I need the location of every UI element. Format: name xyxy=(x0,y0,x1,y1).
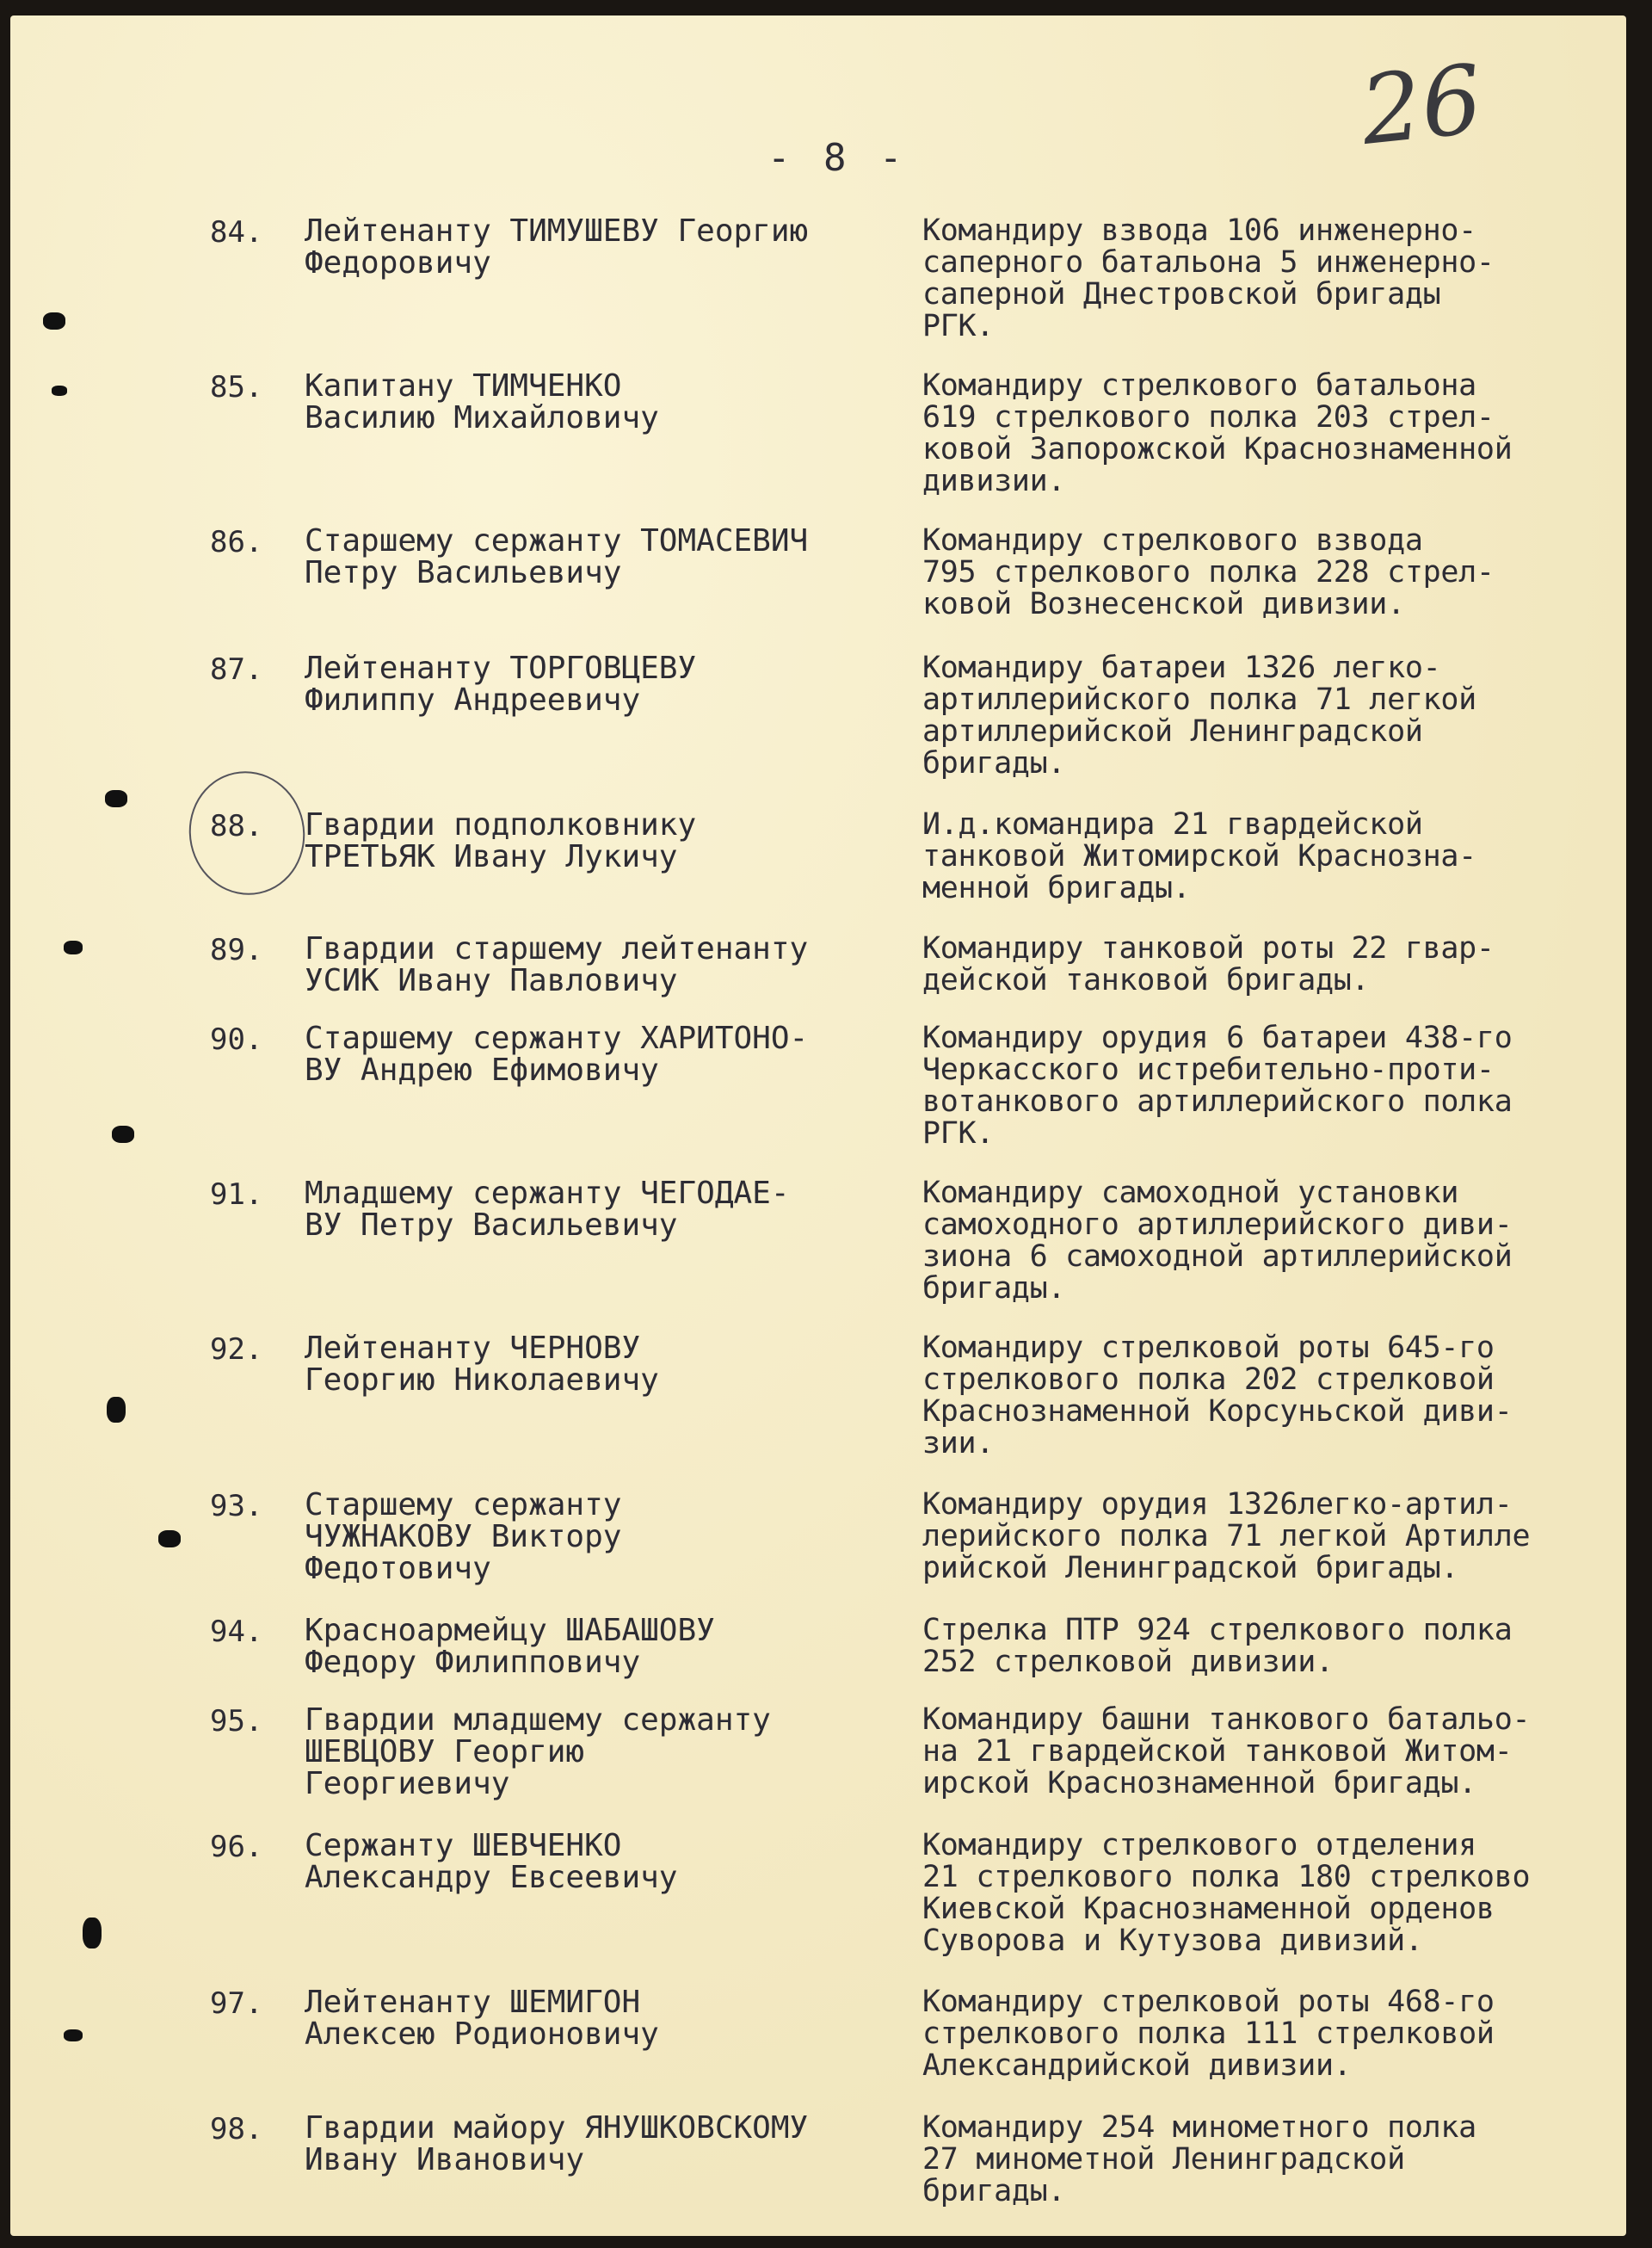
entry-recipient: Старшему сержанту ТОМАСЕВИЧ Петру Васильевичу xyxy=(305,523,809,590)
entry-position: И.д.командира 21 гвардейской танковой Житомирской Краснозна- менной бригады. xyxy=(922,807,1476,905)
entry-position: Командиру стрелкового взвода 795 стрелкового полка 228 стрел- ковой Вознесенской дивизии. xyxy=(922,523,1495,621)
entry-position: Командиру 254 минометного полка 27 минометной Ленинградской бригады. xyxy=(922,2110,1476,2208)
entry-position: Командиру стрелкового отделения 21 стрелкового полка 180 стрелково Киевской Краснознаменной орденов Суворова и Кутузова дивизий. xyxy=(922,1828,1531,1958)
binding-hole-icon xyxy=(64,2029,83,2041)
document-page xyxy=(10,15,1626,2236)
entry-recipient: Лейтенанту ШЕМИГОН Алексею Родионовичу xyxy=(305,1985,659,2052)
entry-number: 87. xyxy=(210,652,263,687)
binding-hole-icon xyxy=(112,1126,134,1143)
entry-position: Командиру батареи 1326 легко- артиллерийского полка 71 легкой артиллерийской Ленинградской бригады. xyxy=(922,651,1476,781)
entry-number: 85. xyxy=(210,370,263,405)
entry-recipient: Младшему сержанту ЧЕГОДАЕ- ВУ Петру Васильевичу xyxy=(305,1176,790,1243)
binding-hole-icon xyxy=(105,790,127,807)
entry-recipient: Гвардии подполковнику ТРЕТЬЯК Ивану Лукичу xyxy=(305,807,697,874)
entry-recipient: Лейтенанту ТИМУШЕВУ Георгию Федоровичу xyxy=(305,213,809,281)
entry-recipient: Гвардии майору ЯНУШКОВСКОМУ Ивану Ивановичу xyxy=(305,2110,809,2177)
entry-recipient: Лейтенанту ТОРГОВЦЕВУ Филиппу Андреевичу xyxy=(305,651,697,718)
entry-recipient: Лейтенанту ЧЕРНОВУ Георгию Николаевичу xyxy=(305,1331,659,1398)
entry-recipient: Старшему сержанту ЧУЖНАКОВУ Виктору Федотовичу xyxy=(305,1487,622,1586)
entry-position: Командиру башни танкового батальо- на 21 гвардейской танковой Житом- ирской Краснознаменной бригады. xyxy=(922,1702,1531,1800)
entry-number: 97. xyxy=(210,1986,263,2021)
entry-recipient: Гвардии старшему лейтенанту УСИК Ивану Павловичу xyxy=(305,931,809,998)
entry-number: 88. xyxy=(210,809,263,843)
entry-position: Командиру орудия 6 батареи 438-го Черкасского истребительно-проти- вотанкового артиллерийского полка РГК. xyxy=(922,1021,1513,1151)
binding-hole-icon xyxy=(43,312,65,330)
entry-number: 91. xyxy=(210,1177,263,1212)
entry-position: Командиру стрелковой роты 468-го стрелкового полка 111 стрелковой Александрийской дивизии. xyxy=(922,1985,1495,2083)
binding-hole-icon xyxy=(52,386,67,396)
entry-recipient: Капитану ТИМЧЕНКО Василию Михайловичу xyxy=(305,368,659,435)
entry-position: Командиру самоходной установки самоходного артиллерийского диви- зиона 6 самоходной артиллерийской бригады. xyxy=(922,1176,1513,1306)
binding-hole-icon xyxy=(83,1918,102,1948)
entry-position: Командиру орудия 1326легко-артил- лерийского полка 71 легкой Артилле рийской Ленинградской бригады. xyxy=(922,1487,1531,1585)
binding-hole-icon xyxy=(158,1530,181,1547)
binding-hole-icon xyxy=(64,941,83,954)
entry-number: 98. xyxy=(210,2112,263,2146)
entry-number: 92. xyxy=(210,1332,263,1367)
entry-number: 89. xyxy=(210,933,263,967)
entry-position: Командиру стрелковой роты 645-го стрелкового полка 202 стрелковой Краснознаменной Корсуньской диви- зии. xyxy=(922,1331,1513,1461)
entry-recipient: Гвардии младшему сержанту ШЕВЦОВУ Георгию Георгиевичу xyxy=(305,1702,771,1801)
binding-hole-icon xyxy=(107,1397,126,1423)
entry-recipient: Старшему сержанту ХАРИТОНО- ВУ Андрею Ефимовичу xyxy=(305,1021,809,1088)
entry-position: Стрелка ПТР 924 стрелкового полка 252 стрелковой дивизии. xyxy=(922,1613,1513,1679)
entry-number: 94. xyxy=(210,1615,263,1649)
entry-number: 95. xyxy=(210,1704,263,1738)
entry-number: 84. xyxy=(210,215,263,250)
entry-recipient: Красноармейцу ШАБАШОВУ Федору Филипповичу xyxy=(305,1613,715,1680)
entry-position: Командиру танковой роты 22 гвар- дейской танковой бригады. xyxy=(922,931,1495,997)
entry-position: Командиру стрелкового батальона 619 стрелкового полка 203 стрел- ковой Запорожской Краснознаменной дивизии. xyxy=(922,368,1513,498)
entry-number: 93. xyxy=(210,1489,263,1523)
entry-recipient: Сержанту ШЕВЧЕНКО Александру Евсеевичу xyxy=(305,1828,678,1895)
entry-position: Командиру взвода 106 инженерно- саперного батальона 5 инженерно- саперной Днестровской бригады РГК. xyxy=(922,213,1495,343)
entry-number: 86. xyxy=(210,525,263,559)
page-number: - 8 - xyxy=(767,136,908,180)
entry-number: 90. xyxy=(210,1022,263,1057)
entry-number: 96. xyxy=(210,1830,263,1864)
handwritten-sheet-number: 26 xyxy=(1355,44,1488,166)
